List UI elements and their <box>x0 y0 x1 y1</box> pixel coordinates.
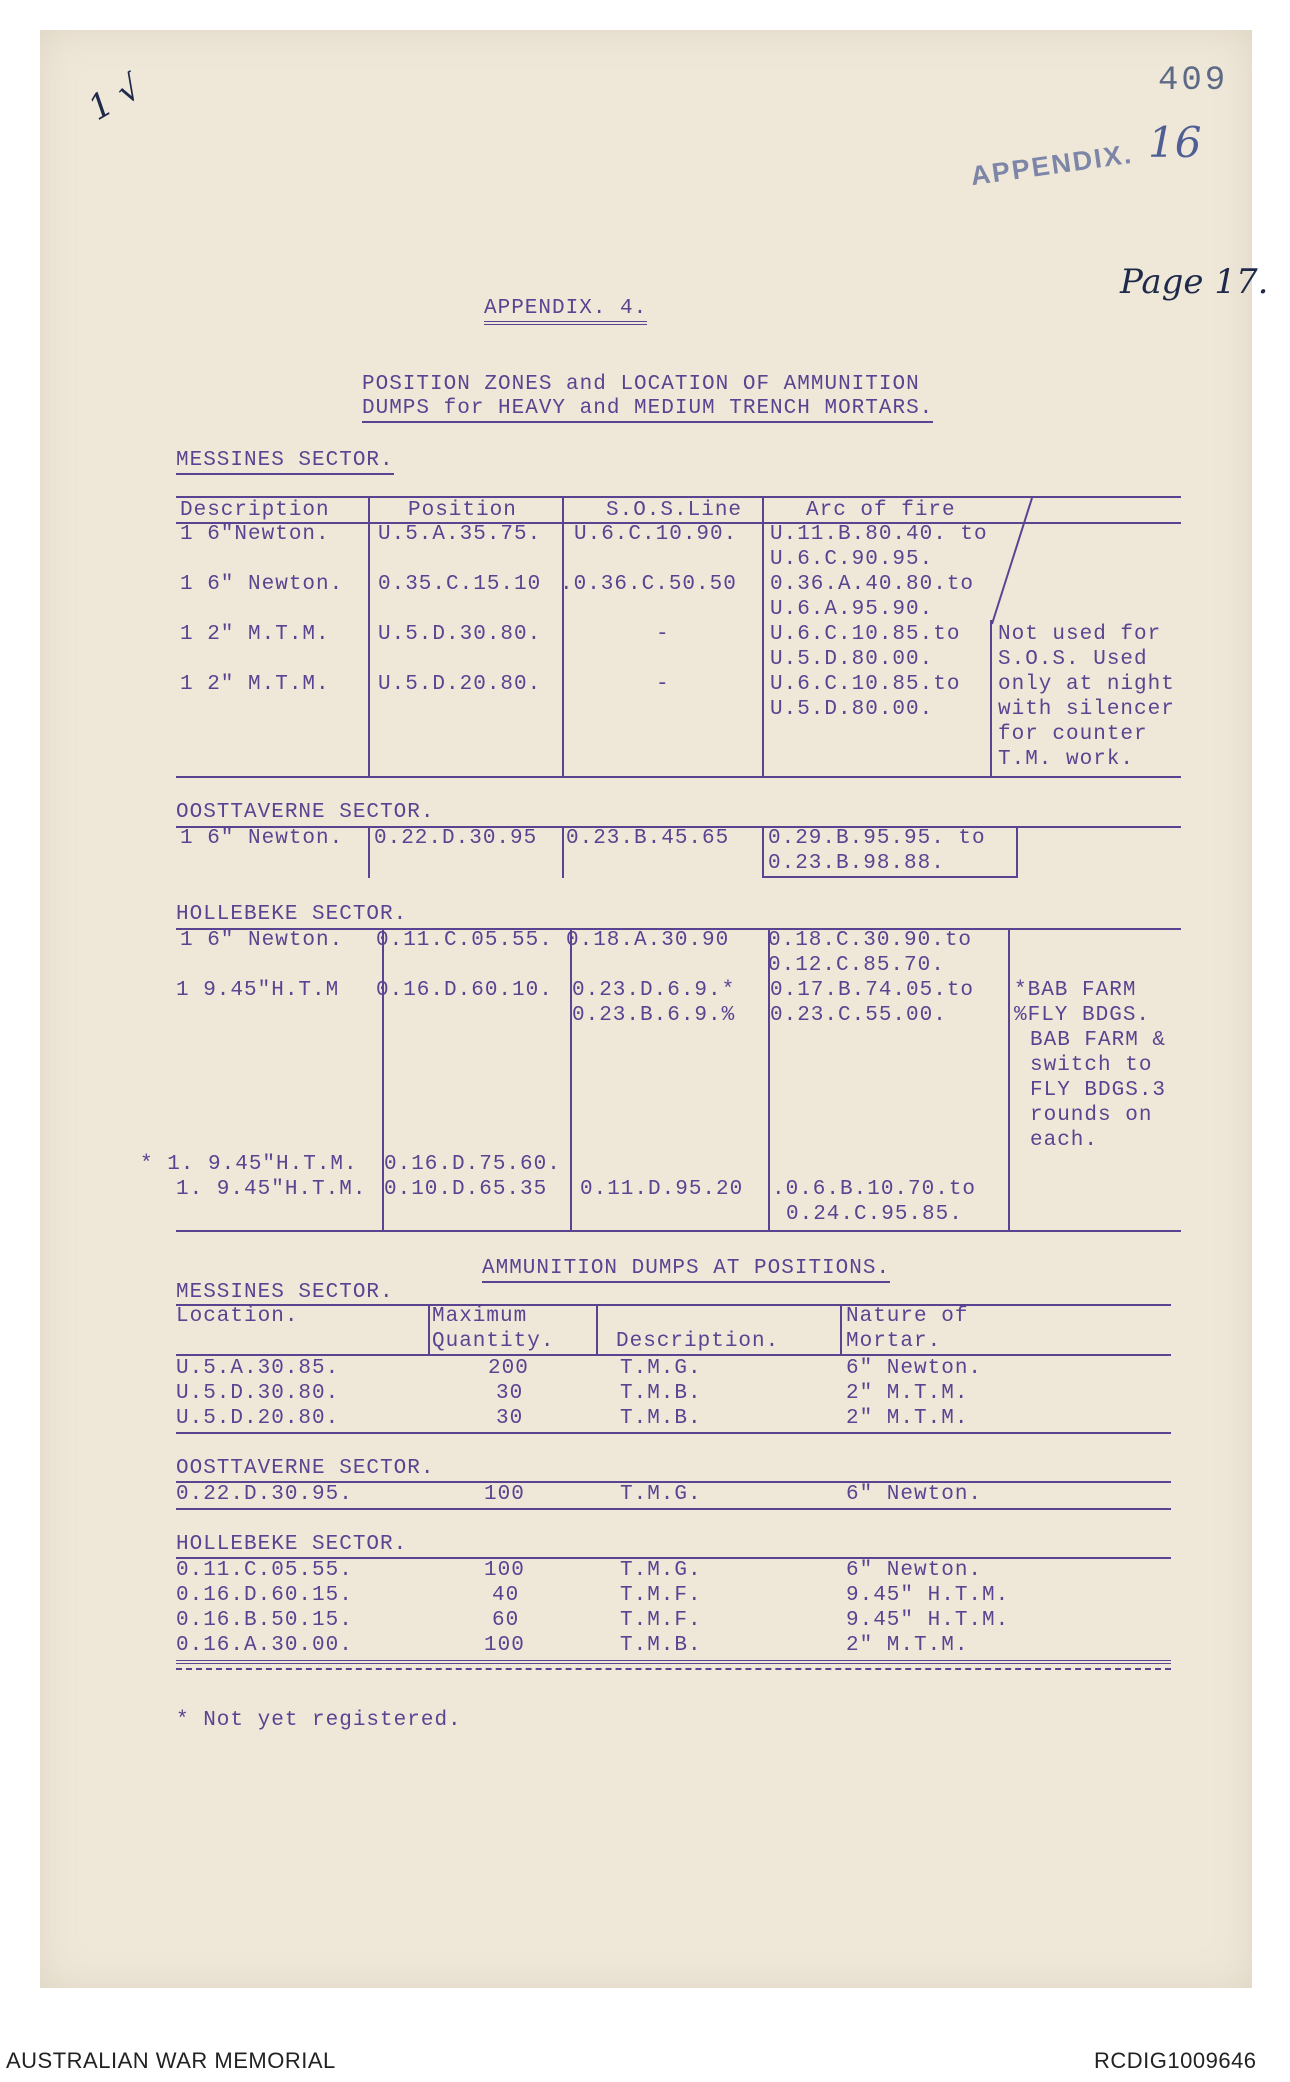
table-cell: U.6.A.95.90. <box>770 598 934 621</box>
table-cell: U.11.B.80.40. to <box>770 523 988 546</box>
table-column-rule <box>368 496 370 778</box>
table-cell: 0.18.A.30.90 <box>566 929 730 952</box>
table-cell: 0.17.B.74.05.to <box>770 979 975 1002</box>
dumps-title: AMMUNITION DUMPS AT POSITIONS. <box>482 1256 890 1283</box>
remark-line: BAB FARM & <box>1030 1029 1167 1052</box>
remark-line: with silencer <box>998 698 1175 721</box>
table-cell: 1 6"Newton. <box>180 523 330 546</box>
dumps-cell: U.5.D.30.80. <box>176 1382 340 1405</box>
table-cell: 0.24.C.95.85. <box>786 1203 963 1226</box>
table-cell: * 1. 9.45"H.T.M. <box>140 1153 358 1176</box>
table-cell: U.5.D.30.80. <box>378 623 542 646</box>
table-cell: 0.18.C.30.90.to <box>768 929 973 952</box>
table-cell: 1 2" M.T.M. <box>180 623 330 646</box>
dumps-cell: 6" Newton. <box>846 1483 983 1506</box>
dumps-cell: U.5.A.30.85. <box>176 1357 340 1380</box>
table-cell: U.6.C.10.85.to <box>770 623 961 646</box>
table-cell: - <box>656 673 670 696</box>
table-column-rule <box>596 1304 598 1356</box>
sector-heading-oosttaverne: OOSTTAVERNE SECTOR. <box>176 801 435 824</box>
remark-line: S.O.S. Used <box>998 648 1148 671</box>
subtitle-line-2: DUMPS for HEAVY and MEDIUM TRENCH MORTARS. <box>362 396 933 423</box>
table-cell: 1 6" Newton. <box>180 827 344 850</box>
dumps-sector-heading-hollebeke: HOLLEBEKE SECTOR. <box>176 1533 408 1556</box>
table-cell: 1 9.45"H.T.M <box>176 979 340 1002</box>
table-cell: 0.36.A.40.80.to <box>770 573 975 596</box>
table-cell: U.5.D.80.00. <box>770 698 934 721</box>
remark-line: for counter <box>998 723 1148 746</box>
table-cell: U.5.D.80.00. <box>770 648 934 671</box>
remark-line: switch to <box>1030 1054 1153 1077</box>
dumps-cell: 0.16.B.50.15. <box>176 1609 353 1632</box>
table-column-rule <box>762 826 764 878</box>
table-cell: 1 6" Newton. <box>180 929 344 952</box>
remark-line: each. <box>1030 1129 1099 1152</box>
remark-line: rounds on <box>1030 1104 1153 1127</box>
appendix-stamp-number: 16 <box>1148 118 1202 167</box>
table-cell: 0.23.D.6.9.* <box>572 979 736 1002</box>
table-cell: 0.23.B.98.88. <box>768 852 945 875</box>
remark-line: FLY BDGS.3 <box>1030 1079 1167 1102</box>
remark-line: only at night <box>998 673 1175 696</box>
table-cell: U.5.D.20.80. <box>378 673 542 696</box>
table-rule-dashed <box>176 1668 1171 1670</box>
dumps-cell: 2" M.T.M. <box>846 1382 969 1405</box>
dumps-cell: 9.45" H.T.M. <box>846 1609 1010 1632</box>
table-cell: 0.11.C.05.55. <box>376 929 553 952</box>
dumps-cell: 6" Newton. <box>846 1357 983 1380</box>
table-cell: U.6.C.90.95. <box>770 548 934 571</box>
table-diagonal-rule <box>990 496 1040 626</box>
dumps-col-header-location: Location. <box>176 1305 299 1328</box>
footer-archive-name: AUSTRALIAN WAR MEMORIAL <box>6 2048 336 2073</box>
dumps-cell: 60 <box>492 1609 520 1632</box>
table-cell: U.5.A.35.75. <box>378 523 542 546</box>
col-header-description: Description <box>180 499 330 522</box>
dumps-col-header-nature-2: Mortar. <box>846 1330 942 1353</box>
dumps-cell: 200 <box>488 1357 529 1380</box>
table-cell: 0.16.D.75.60. <box>384 1153 561 1176</box>
dumps-col-header-description: Description. <box>616 1330 780 1353</box>
dumps-col-header-quantity-1: Maximum <box>432 1305 528 1328</box>
dumps-cell: 100 <box>484 1559 525 1582</box>
footnote: * Not yet registered. <box>176 1709 462 1732</box>
dumps-cell: T.M.B. <box>620 1382 702 1405</box>
table-rule <box>176 1304 1171 1306</box>
dumps-cell: T.M.G. <box>620 1559 702 1582</box>
dumps-cell: 40 <box>492 1584 520 1607</box>
remark-line: *BAB FARM <box>1014 979 1137 1002</box>
dumps-cell: 6" Newton. <box>846 1559 983 1582</box>
table-cell: .0.6.B.10.70.to <box>772 1178 977 1201</box>
table-rule-double <box>176 1660 1171 1664</box>
dumps-cell: 0.16.A.30.00. <box>176 1634 353 1657</box>
table-rule <box>176 776 1181 778</box>
table-cell: 0.23.C.55.00. <box>770 1004 947 1027</box>
dumps-cell: T.M.G. <box>620 1357 702 1380</box>
table-column-rule <box>562 826 564 878</box>
table-column-rule <box>1008 928 1010 1230</box>
table-column-rule <box>990 620 992 778</box>
table-cell: 1. 9.45"H.T.M. <box>176 1178 367 1201</box>
dumps-cell: T.M.F. <box>620 1609 702 1632</box>
corner-handwritten-mark: 1 √ <box>81 67 149 129</box>
table-cell: 1 2" M.T.M. <box>180 673 330 696</box>
appendix-title: APPENDIX. 4. <box>484 296 647 325</box>
table-column-rule <box>840 1304 842 1356</box>
dumps-cell: 100 <box>484 1634 525 1657</box>
remark-line: Not used for <box>998 623 1162 646</box>
col-header-arc-of-fire: Arc of fire <box>806 499 956 522</box>
table-cell: 0.10.D.65.35 <box>384 1178 548 1201</box>
table-column-rule <box>1016 826 1018 878</box>
col-header-position: Position <box>408 499 517 522</box>
table-cell: 0.23.B.6.9.% <box>572 1004 736 1027</box>
sector-heading-messines: MESSINES SECTOR. <box>176 448 394 475</box>
dumps-cell: T.M.F. <box>620 1584 702 1607</box>
dumps-cell: 2" M.T.M. <box>846 1634 969 1657</box>
table-cell: 0.22.D.30.95 <box>374 827 538 850</box>
dumps-cell: T.M.B. <box>620 1407 702 1430</box>
table-cell: 0.29.B.95.95. to <box>768 827 986 850</box>
table-rule <box>176 1508 1171 1510</box>
subtitle-line-1: POSITION ZONES and LOCATION OF AMMUNITION <box>362 373 920 396</box>
dumps-cell: T.M.G. <box>620 1483 702 1506</box>
sector-heading-hollebeke: HOLLEBEKE SECTOR. <box>176 903 408 926</box>
footer-record-id: RCDIG1009646 <box>1094 2048 1257 2073</box>
dumps-sector-heading-messines: MESSINES SECTOR. <box>176 1281 394 1304</box>
table-cell: - <box>656 623 670 646</box>
table-column-rule <box>368 826 370 878</box>
dumps-cell: 9.45" H.T.M. <box>846 1584 1010 1607</box>
table-cell: U.6.C.10.90. <box>574 523 738 546</box>
table-column-rule <box>562 496 564 778</box>
table-cell: 0.11.D.95.20 <box>580 1178 744 1201</box>
table-cell: 0.35.C.15.10 <box>378 573 542 596</box>
dumps-cell: U.5.D.20.80. <box>176 1407 340 1430</box>
table-cell: U.6.C.10.85.to <box>770 673 961 696</box>
table-column-rule <box>570 928 572 1230</box>
table-rule <box>176 1230 1181 1232</box>
dumps-col-header-quantity-2: Quantity. <box>432 1330 555 1353</box>
remark-line: T.M. work. <box>998 748 1135 771</box>
dumps-cell: 0.11.C.05.55. <box>176 1559 353 1582</box>
dumps-cell: 0.16.D.60.15. <box>176 1584 353 1607</box>
table-cell: .0.36.C.50.50 <box>560 573 737 596</box>
page-number-stamp: 409 <box>1158 62 1229 100</box>
dumps-cell: 0.22.D.30.95. <box>176 1483 353 1506</box>
table-column-rule <box>762 496 764 778</box>
dumps-sector-heading-oosttaverne: OOSTTAVERNE SECTOR. <box>176 1457 435 1480</box>
table-cell: 1 6" Newton. <box>180 573 344 596</box>
page-handwritten-number: Page 17. <box>1120 262 1269 302</box>
appendix-stamp: APPENDIX. <box>968 138 1135 192</box>
remark-line: %FLY BDGS. <box>1014 1004 1151 1027</box>
dumps-cell: 2" M.T.M. <box>846 1407 969 1430</box>
dumps-cell: 30 <box>496 1407 524 1430</box>
dumps-cell: 100 <box>484 1483 525 1506</box>
table-column-rule <box>428 1304 430 1356</box>
table-rule <box>176 1432 1171 1434</box>
table-cell: 0.16.D.60.10. <box>376 979 553 1002</box>
table-cell: 0.23.B.45.65 <box>566 827 730 850</box>
dumps-cell: T.M.B. <box>620 1634 702 1657</box>
dumps-col-header-nature-1: Nature of <box>846 1305 969 1328</box>
table-rule <box>762 876 1018 878</box>
table-cell: 0.12.C.85.70. <box>768 954 945 977</box>
col-header-sos-line: S.O.S.Line <box>606 499 743 522</box>
dumps-cell: 30 <box>496 1382 524 1405</box>
